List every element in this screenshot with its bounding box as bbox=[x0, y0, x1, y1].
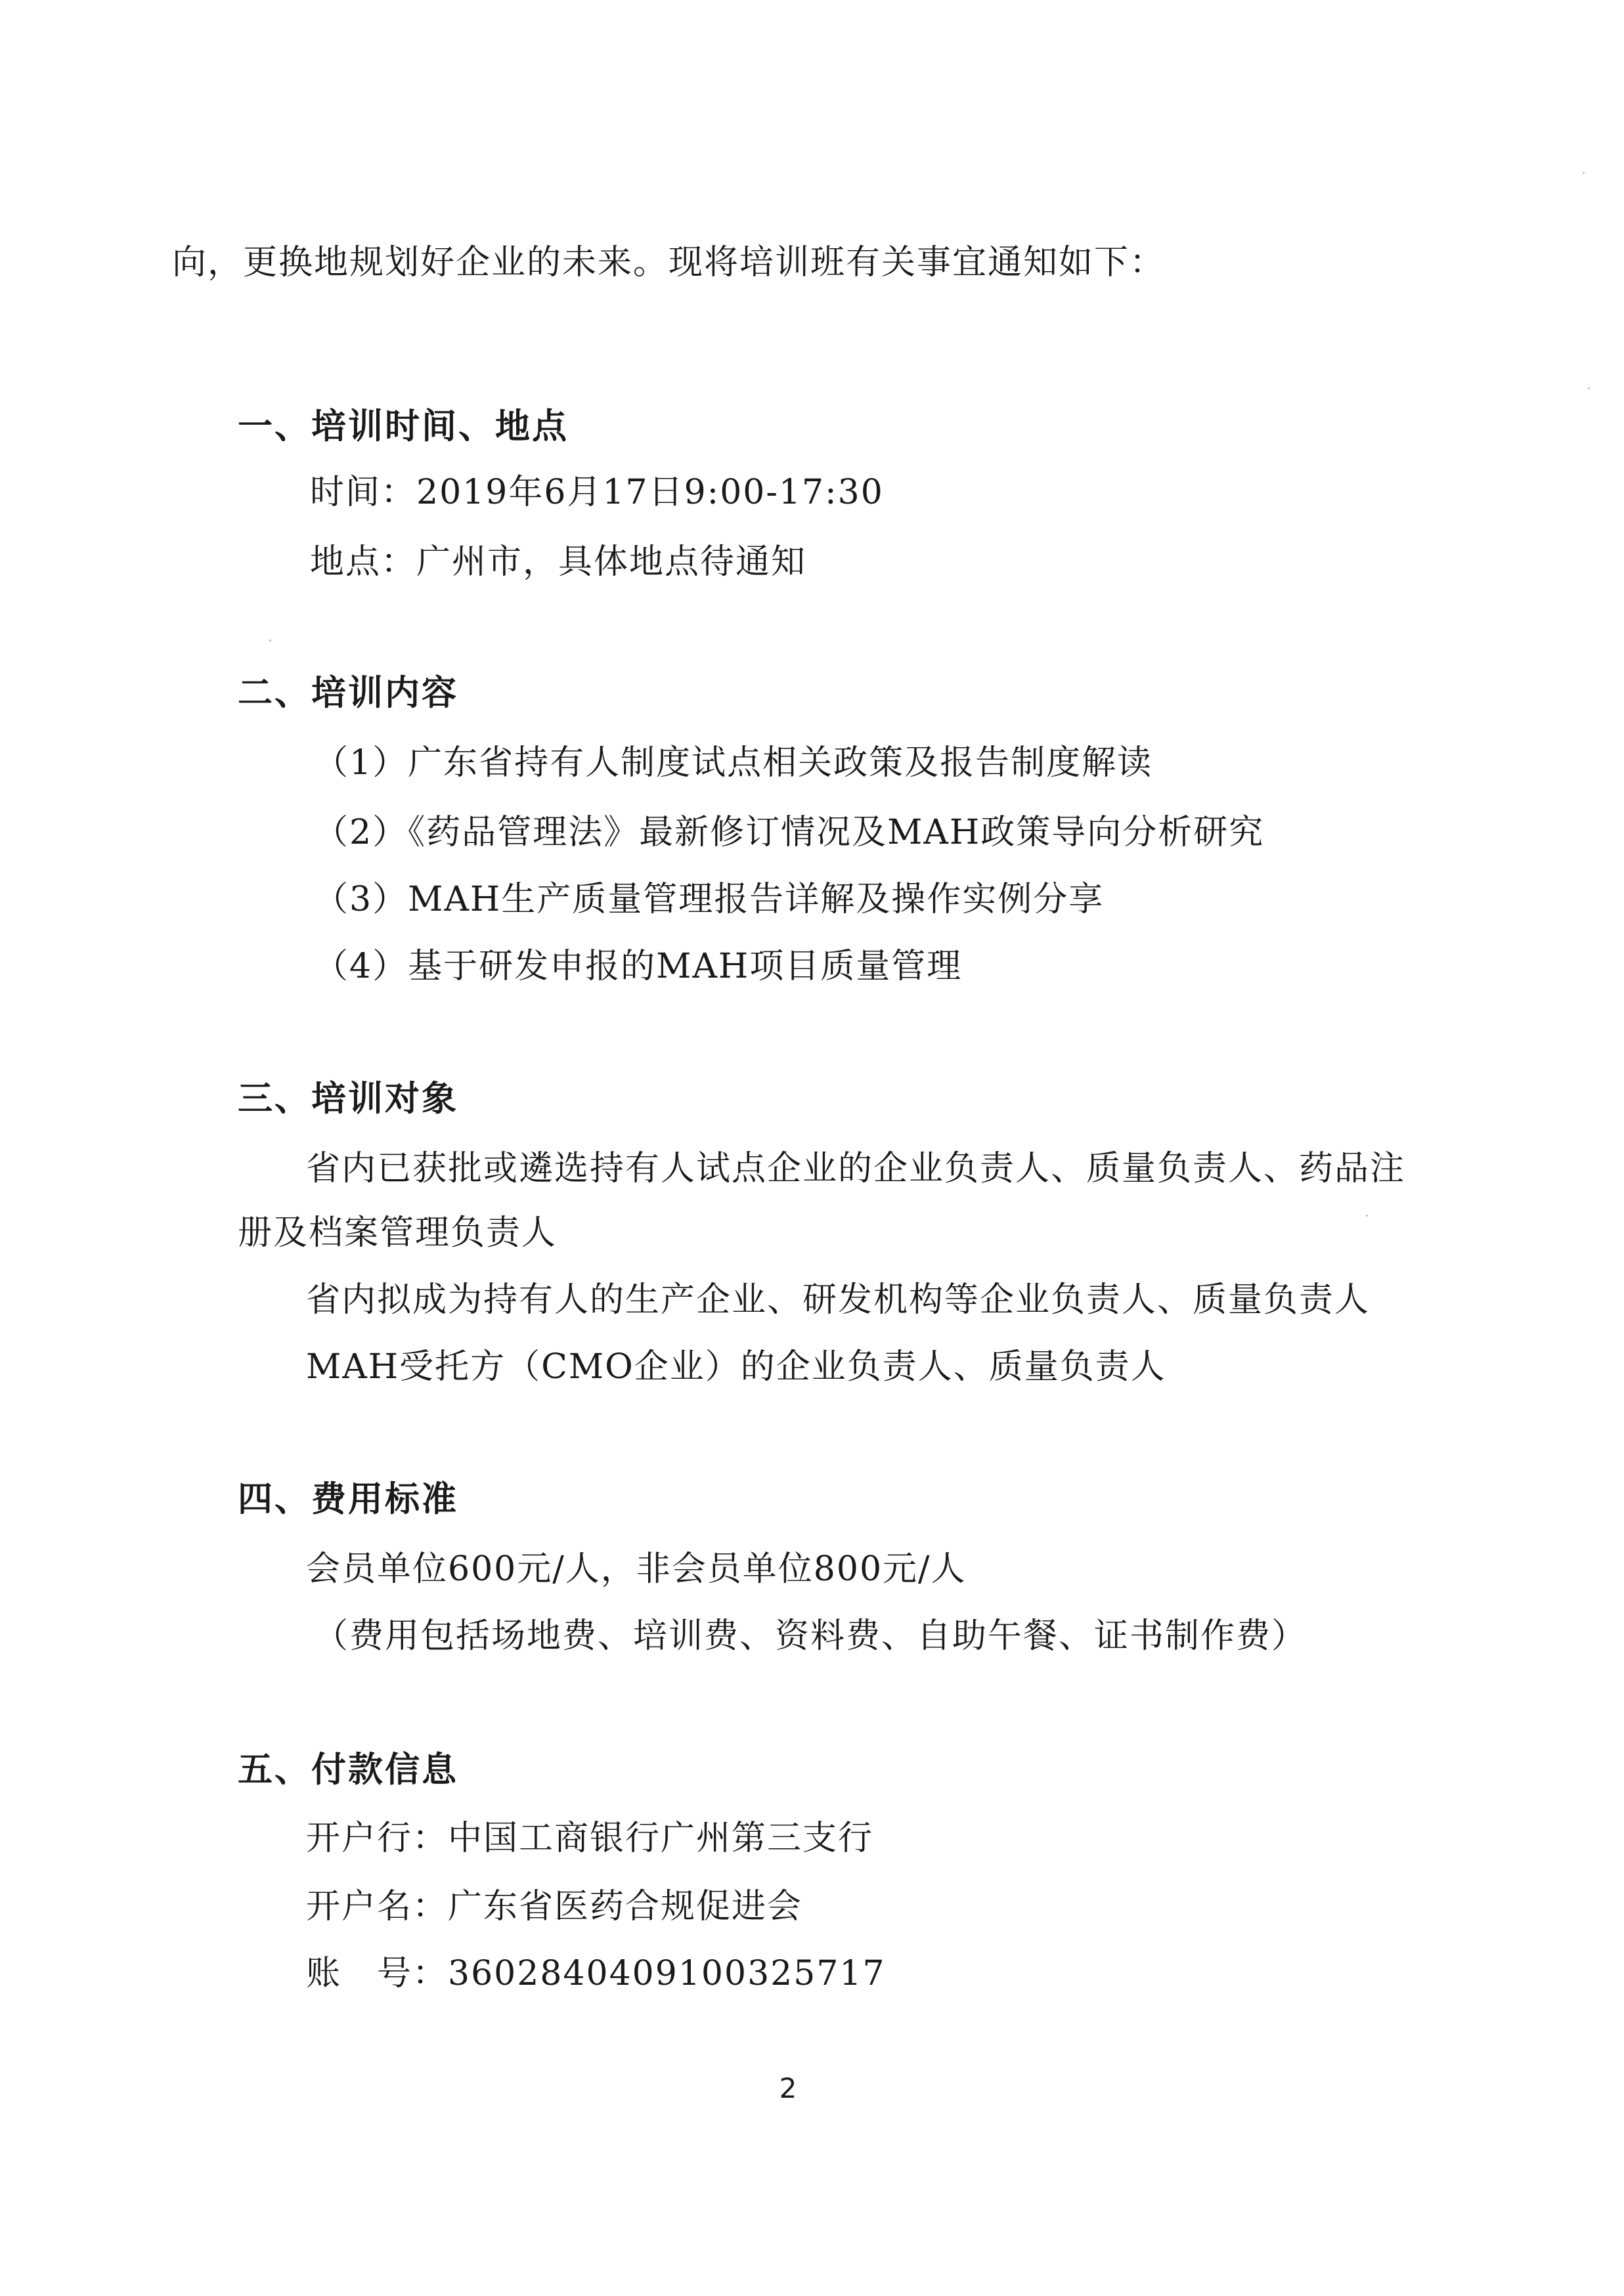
section-3-line-3: 省内拟成为持有人的生产企业、研发机构等企业负责人、质量负责人 bbox=[306, 1280, 1371, 1320]
section-2-heading: 二、培训内容 bbox=[238, 673, 458, 713]
section-5-heading: 五、付款信息 bbox=[238, 1750, 458, 1790]
section-2-item-4: （4）基于研发申报的MAH项目质量管理 bbox=[314, 947, 963, 986]
section-3-line-4: MAH受托方（CMO企业）的企业负责人、质量负责人 bbox=[306, 1347, 1166, 1387]
intro-line: 向，更换地规划好企业的未来。现将培训班有关事宜通知如下： bbox=[172, 243, 1166, 282]
section-5-account-number: 账 号：3602840409100325717 bbox=[306, 1954, 886, 1993]
section-5-account-name: 开户名：广东省医药合规促进会 bbox=[306, 1887, 803, 1926]
section-1-location: 地点：广州市，具体地点待通知 bbox=[310, 542, 807, 582]
page-number: 2 bbox=[779, 2072, 797, 2104]
section-4-fee: 会员单位600元/人，非会员单位800元/人 bbox=[306, 1549, 967, 1589]
section-2-item-3: （3）MAH生产质量管理报告详解及操作实例分享 bbox=[314, 880, 1105, 919]
scan-speck bbox=[1588, 387, 1590, 389]
section-1-time: 时间：2019年6月17日9:00-17:30 bbox=[310, 473, 884, 512]
scan-speck bbox=[1583, 172, 1585, 174]
section-5-bank: 开户行：中国工商银行广州第三支行 bbox=[306, 1819, 874, 1858]
section-3-line-2: 册及档案管理负责人 bbox=[238, 1213, 558, 1253]
scan-speck bbox=[1366, 1215, 1368, 1217]
section-4-fee-note: （费用包括场地费、培训费、资料费、自助午餐、证书制作费） bbox=[314, 1616, 1307, 1656]
section-3-heading: 三、培训对象 bbox=[238, 1079, 458, 1119]
section-1-heading: 一、培训时间、地点 bbox=[238, 406, 569, 446]
section-3-line-1: 省内已获批或遴选持有人试点企业的企业负责人、质量负责人、药品注 bbox=[306, 1149, 1406, 1188]
section-2-item-2: （2）《药品管理法》最新修订情况及MAH政策导向分析研究 bbox=[314, 813, 1265, 852]
scan-speck bbox=[269, 639, 271, 641]
section-4-heading: 四、费用标准 bbox=[238, 1479, 458, 1519]
section-2-item-1: （1）广东省持有人制度试点相关政策及报告制度解读 bbox=[314, 743, 1153, 783]
